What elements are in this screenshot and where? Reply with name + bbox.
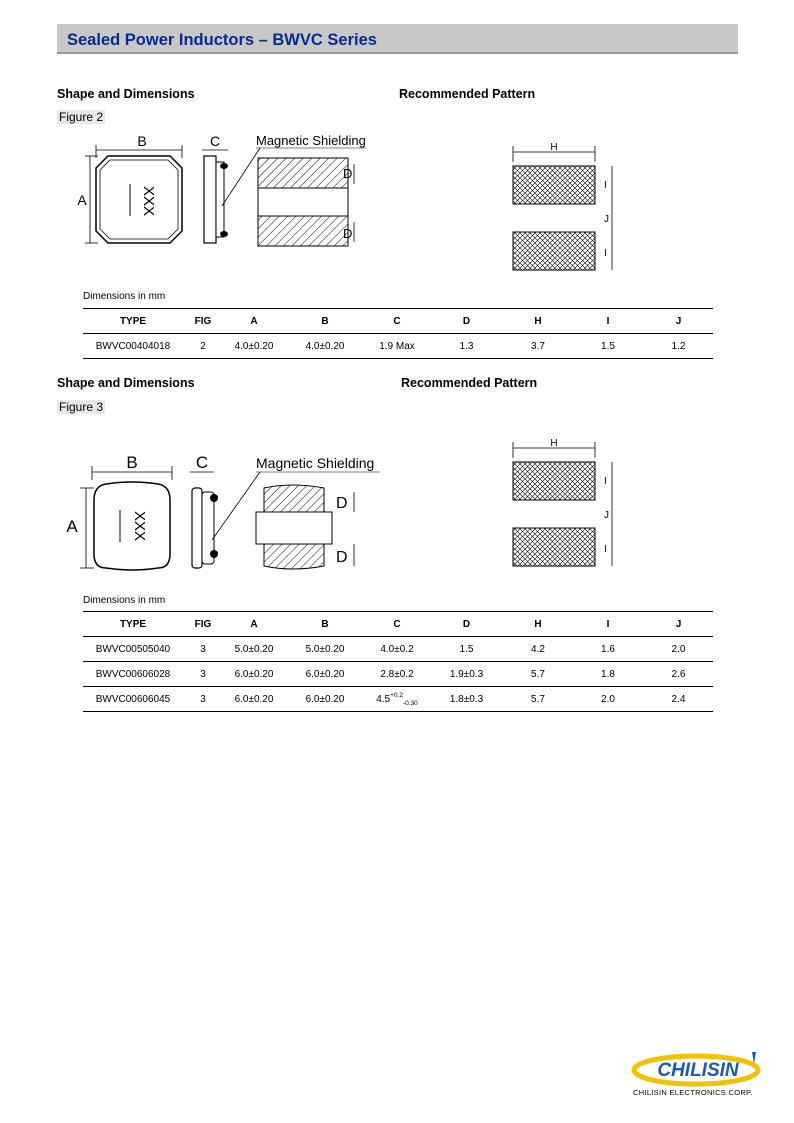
- cell: 6.0±0.20: [223, 662, 285, 687]
- dim-c-label-2: C: [195, 453, 209, 472]
- dim-d-bottom-label: D: [343, 226, 353, 241]
- pattern-h-label: H: [550, 142, 558, 153]
- marking-text-2: XXX: [131, 510, 148, 542]
- pattern-i-bottom-label: I: [604, 248, 607, 259]
- cell: 1.9±0.3: [429, 662, 504, 687]
- spec-table-1: [83, 308, 713, 359]
- figure-3-drawing: [62, 450, 392, 575]
- col-j: J: [644, 612, 713, 637]
- cell: 5.0±0.20: [223, 637, 285, 662]
- cell: 6.0±0.20: [223, 687, 285, 712]
- pattern-1-drawing: [505, 138, 625, 273]
- pattern-2-drawing: [505, 434, 625, 570]
- shape-dimensions-heading-2: Shape and Dimensions: [57, 376, 195, 390]
- dim-d-bottom-label-2: D: [336, 549, 348, 566]
- cell: 3: [183, 687, 223, 712]
- pattern-i-bottom-label-2: I: [604, 544, 607, 555]
- pattern-i-top-label: I: [604, 180, 607, 191]
- cell: 2.6: [644, 662, 713, 687]
- col-b: B: [285, 309, 365, 334]
- cell: 1.9 Max: [365, 334, 429, 359]
- col-fig: FIG: [183, 612, 223, 637]
- cell: BWVC00606028: [83, 662, 183, 687]
- cell: 1.6: [572, 637, 644, 662]
- cell: 5.7: [504, 662, 572, 687]
- figure-label: Figure 2: [59, 110, 104, 124]
- cell: 4.0±0.2: [365, 637, 429, 662]
- table-row: [83, 662, 713, 687]
- col-h: H: [504, 612, 572, 637]
- logo-wordmark: CHILISIN: [657, 1060, 739, 1081]
- cell: 2.0: [644, 637, 713, 662]
- dim-b-label-2: B: [126, 453, 138, 472]
- cell: 3: [183, 662, 223, 687]
- col-a: A: [223, 309, 285, 334]
- dim-d-top-label: D: [343, 166, 353, 181]
- header-banner: [57, 24, 738, 54]
- col-c: C: [365, 612, 429, 637]
- magnetic-shielding-label: Magnetic Shielding: [256, 133, 366, 148]
- cell: 3: [183, 637, 223, 662]
- figure-2-drawing: [70, 128, 380, 253]
- cell: 2.8±0.2: [365, 662, 429, 687]
- dim-a-label: A: [77, 192, 87, 208]
- c-base: 4.5: [376, 693, 391, 705]
- recommended-pattern-heading-2: Recommended Pattern: [401, 376, 538, 390]
- cell: 6.0±0.20: [285, 662, 365, 687]
- c-lower: -0.30: [402, 699, 418, 707]
- pattern-j-label-2: J: [604, 510, 609, 521]
- c-upper: +0.2: [390, 691, 403, 699]
- col-type: TYPE: [83, 612, 183, 637]
- cell: 1.8±0.3: [429, 687, 504, 712]
- cell: 2.4: [644, 687, 713, 712]
- col-type: TYPE: [83, 309, 183, 334]
- col-d: D: [429, 309, 504, 334]
- recommended-pattern-heading: Recommended Pattern: [399, 87, 536, 101]
- pattern-h-label-2: H: [550, 438, 558, 449]
- marking-text: XXX: [140, 185, 157, 217]
- col-c: C: [365, 309, 429, 334]
- dim-a-label-2: A: [66, 517, 78, 536]
- dim-c-label: C: [209, 133, 221, 149]
- dim-d-top-label-2: D: [336, 495, 348, 512]
- col-i: I: [572, 309, 644, 334]
- col-i: I: [572, 612, 644, 637]
- shape-dimensions-heading: Shape and Dimensions: [57, 87, 195, 101]
- figure-label-2: Figure 3: [59, 400, 104, 414]
- cell-c-tolerance: [365, 687, 429, 712]
- spec-table-2: [83, 611, 713, 712]
- units-label: Dimensions in mm: [83, 291, 166, 302]
- col-j: J: [644, 309, 713, 334]
- cell: BWVC00404018: [83, 334, 183, 359]
- cell: 1.2: [644, 334, 713, 359]
- magnetic-shielding-label-2: Magnetic Shielding: [256, 455, 375, 471]
- cell: 3.7: [504, 334, 572, 359]
- cell: 4.2: [504, 637, 572, 662]
- col-h: H: [504, 309, 572, 334]
- table-row: [83, 334, 713, 359]
- cell: 4.0±0.20: [285, 334, 365, 359]
- units-label-2: Dimensions in mm: [83, 595, 166, 606]
- col-a: A: [223, 612, 285, 637]
- cell: 6.0±0.20: [285, 687, 365, 712]
- company-name: CHILISIN ELECTRONICS CORP.: [633, 1088, 753, 1097]
- cell: 4.0±0.20: [223, 334, 285, 359]
- pattern-i-top-label-2: I: [604, 476, 607, 487]
- col-fig: FIG: [183, 309, 223, 334]
- cell: 1.5: [429, 637, 504, 662]
- cell: 5.0±0.20: [285, 637, 365, 662]
- cell: 2.0: [572, 687, 644, 712]
- cell: 1.5: [572, 334, 644, 359]
- cell: 1.8: [572, 662, 644, 687]
- cell: 1.3: [429, 334, 504, 359]
- table-row: [83, 687, 713, 712]
- cell: 2: [183, 334, 223, 359]
- cell: 5.7: [504, 687, 572, 712]
- dim-b-label: B: [137, 133, 147, 149]
- pattern-j-label: J: [604, 214, 609, 225]
- cell: BWVC00606045: [83, 687, 183, 712]
- page-title: Sealed Power Inductors – BWVC Series: [67, 31, 377, 49]
- table-row: [83, 637, 713, 662]
- col-b: B: [285, 612, 365, 637]
- cell: BWVC00505040: [83, 637, 183, 662]
- col-d: D: [429, 612, 504, 637]
